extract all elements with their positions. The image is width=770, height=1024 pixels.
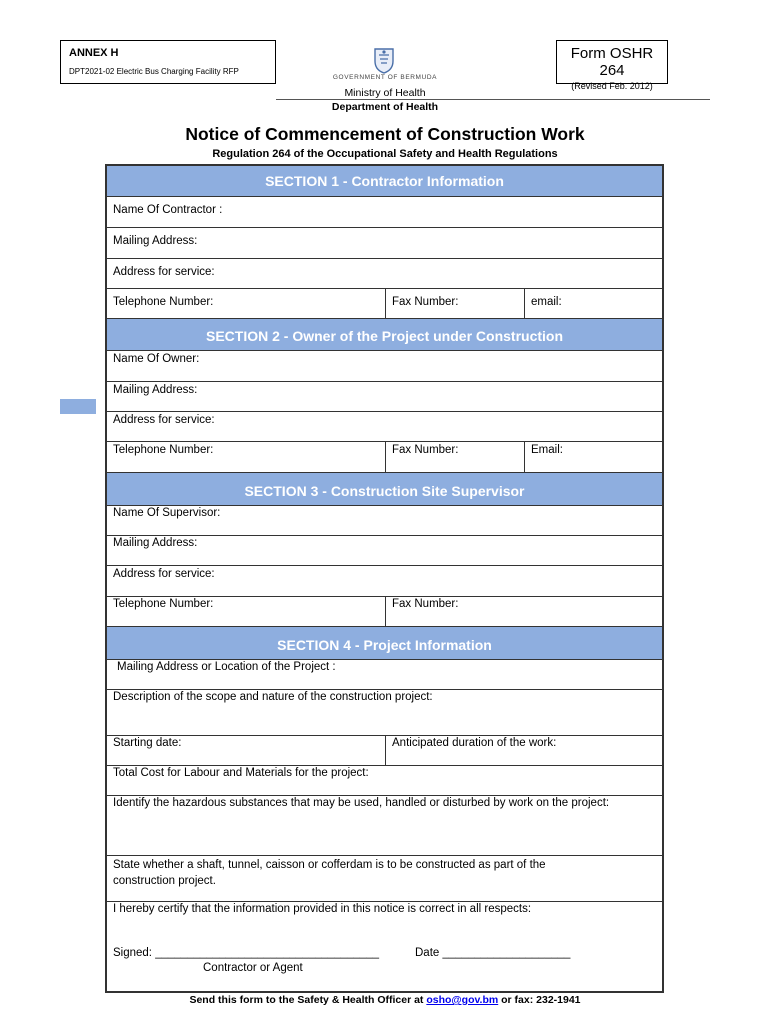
side-tab-marker	[60, 399, 96, 414]
footer-prefix: Send this form to the Safety & Health Officer at	[189, 994, 427, 1006]
project-dates-row	[107, 736, 662, 766]
project-cost-label: Total Cost for Labour and Materials for the project:	[113, 767, 369, 779]
header-divider	[276, 99, 710, 100]
signer-caption: Contractor or Agent	[203, 962, 303, 974]
contractor-service-row[interactable]	[107, 259, 662, 289]
hazards-label: Identify the hazardous substances that may be used, handled or disturbed by work on the project:	[113, 797, 610, 809]
certify-label: I hereby certify that the information provided in this notice is correct in all respects:	[113, 903, 532, 915]
annex-box	[60, 40, 276, 84]
owner-name-label: Name Of Owner:	[113, 353, 200, 365]
contractor-contact-row	[107, 289, 662, 319]
supervisor-mailing-row[interactable]	[107, 536, 662, 566]
bermuda-crest-icon	[371, 46, 397, 74]
footer-email-link[interactable]: osho@gov.bm	[426, 994, 499, 1006]
project-location-row[interactable]	[107, 660, 662, 690]
contractor-mailing-row[interactable]	[107, 228, 662, 259]
regulation-subtitle: Regulation 264 of the Occupational Safety and Health Regulations	[212, 148, 558, 160]
contractor-mailing-label: Mailing Address:	[113, 235, 198, 247]
owner-service-row[interactable]	[107, 412, 662, 442]
annex-subtitle: DPT2021-02 Electric Bus Charging Facility RFP	[69, 67, 239, 76]
supervisor-name-label: Name Of Supervisor:	[113, 507, 221, 519]
contractor-fax-field[interactable]: Fax Number:	[392, 296, 459, 308]
section2-header: SECTION 2 - Owner of the Project under Construction	[107, 319, 662, 351]
starting-date-field[interactable]: Starting date:	[113, 737, 182, 749]
shaft-label-line1: State whether a shaft, tunnel, caisson or cofferdam is to be constructed as part of the	[113, 859, 546, 871]
government-label: GOVERNMENT OF BERMUDA	[332, 74, 438, 81]
supervisor-fax-field[interactable]: Fax Number:	[392, 598, 459, 610]
signature-field[interactable]: Signed: ___________________________________	[113, 947, 380, 959]
owner-mailing-row[interactable]	[107, 382, 662, 412]
section3-header: SECTION 3 - Construction Site Supervisor	[107, 473, 662, 506]
duration-field[interactable]: Anticipated duration of the work:	[392, 737, 557, 749]
owner-mailing-label: Mailing Address:	[113, 384, 198, 396]
shaft-row[interactable]	[107, 856, 662, 902]
contractor-service-label: Address for service:	[113, 266, 215, 278]
contractor-telephone-field[interactable]: Telephone Number:	[113, 296, 214, 308]
project-location-label: Mailing Address or Location of the Project :	[117, 661, 336, 673]
ministry-label: Ministry of Health	[344, 87, 426, 99]
supervisor-service-row[interactable]	[107, 566, 662, 597]
document-title: Notice of Commencement of Construction Work	[185, 124, 585, 144]
shaft-label	[107, 856, 662, 901]
footer-suffix: or fax: 232-1941	[498, 994, 581, 1006]
supervisor-service-label: Address for service:	[113, 568, 215, 580]
department-label: Department of Health	[331, 101, 439, 113]
section1-header: SECTION 1 - Contractor Information	[107, 166, 662, 197]
project-description-row[interactable]	[107, 690, 662, 736]
supervisor-mailing-label: Mailing Address:	[113, 537, 198, 549]
contractor-email-field[interactable]: email:	[531, 296, 562, 308]
form-title: Form OSHR 264	[570, 45, 654, 79]
owner-telephone-field[interactable]: Telephone Number:	[113, 444, 214, 456]
supervisor-contact-row	[107, 597, 662, 627]
supervisor-name-row[interactable]	[107, 506, 662, 536]
contractor-name-row[interactable]	[107, 197, 662, 228]
owner-fax-field[interactable]: Fax Number:	[392, 444, 459, 456]
owner-service-label: Address for service:	[113, 414, 215, 426]
form-number-box	[556, 40, 668, 91]
date-field[interactable]: Date ____________________	[415, 947, 571, 959]
footer-instruction	[0, 994, 770, 1006]
contractor-name-label: Name Of Contractor :	[113, 204, 223, 216]
supervisor-telephone-field[interactable]: Telephone Number:	[113, 598, 214, 610]
annex-title: ANNEX H	[69, 47, 119, 59]
shaft-label-line2: construction project.	[113, 875, 216, 887]
owner-contact-row	[107, 442, 662, 473]
owner-email-field[interactable]: Email:	[531, 444, 563, 456]
form-revised: (Revised Feb. 2012)	[571, 81, 653, 91]
section4-header: SECTION 4 - Project Information	[107, 627, 662, 660]
owner-name-row[interactable]	[107, 351, 662, 382]
hazards-row[interactable]	[107, 796, 662, 856]
project-cost-row[interactable]	[107, 766, 662, 796]
project-description-label: Description of the scope and nature of the construction project:	[113, 691, 433, 703]
